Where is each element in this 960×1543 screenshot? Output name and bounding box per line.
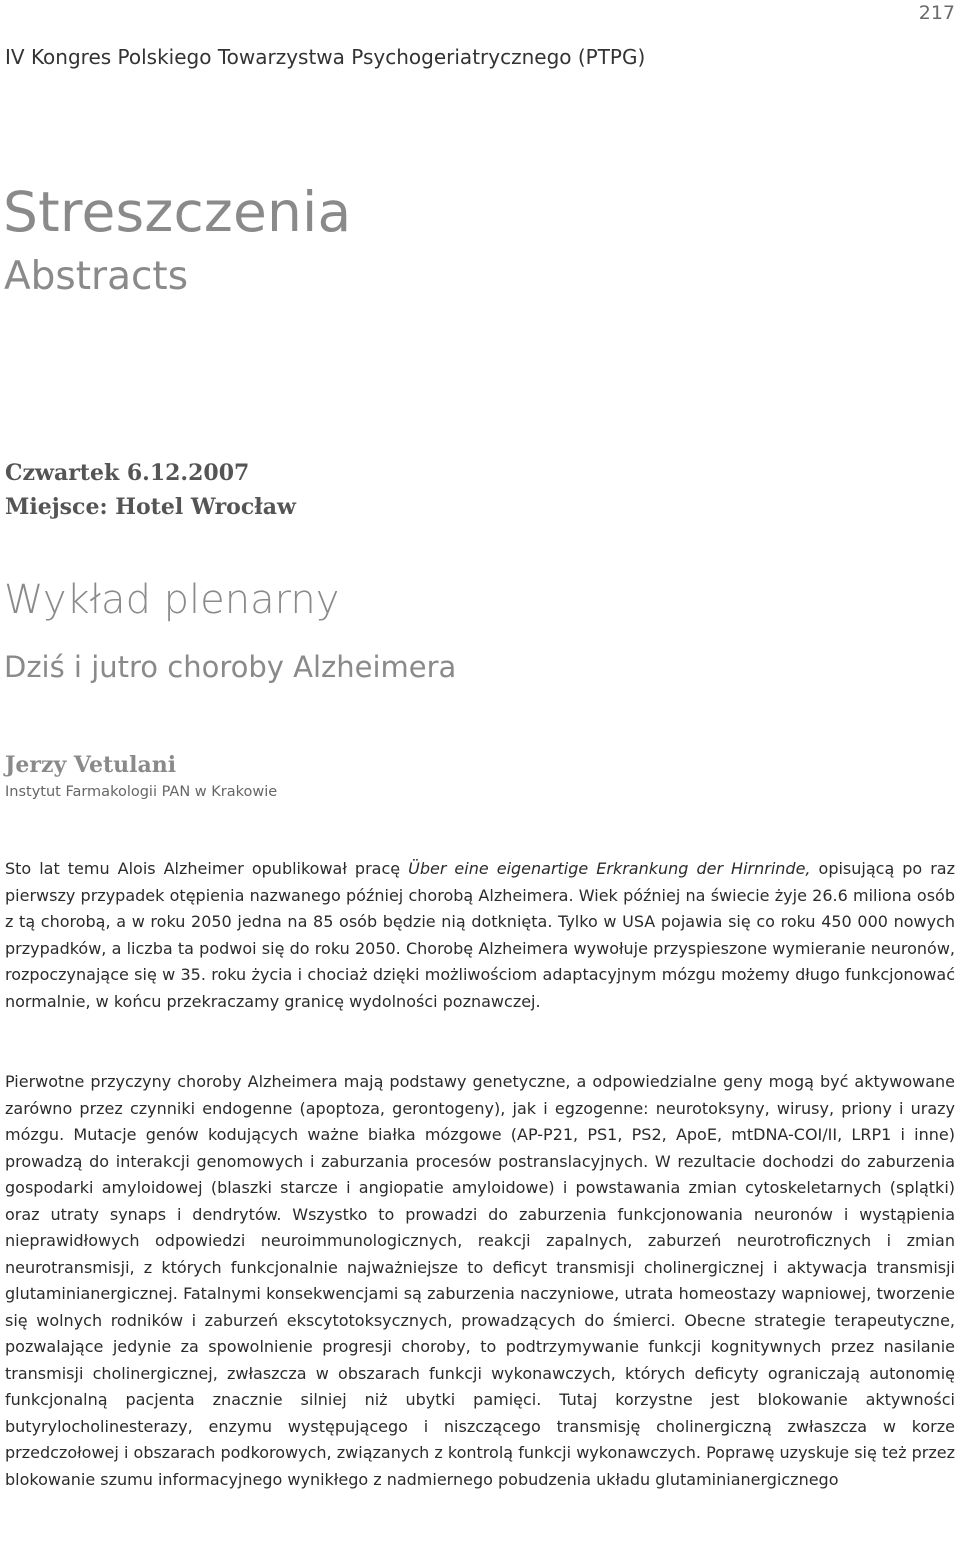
section-title: Streszczenia [3, 180, 352, 244]
lecture-type: Wykład plenarny [4, 577, 340, 623]
session-date: Czwartek 6.12.2007 [5, 460, 250, 486]
cited-work-title: Über eine eigenartige Erkrankung der Hirnrinde, [408, 859, 811, 878]
author-institution: Instytut Farmakologii PAN w Krakowie [5, 784, 278, 800]
abstract-paragraph-1 [5, 856, 955, 1015]
running-header: IV Kongres Polskiego Towarzystwa Psychogeriatrycznego (PTPG) [5, 45, 646, 69]
paragraph-text: Sto lat temu Alois Alzheimer opublikował pracę [5, 859, 409, 878]
session-venue: Miejsce: Hotel Wrocław [5, 494, 296, 520]
section-subtitle: Abstracts [4, 254, 189, 299]
lecture-title: Dziś i jutro choroby Alzheimera [4, 650, 457, 684]
abstract-paragraph-2: Pierwotne przyczyny choroby Alzheimera mają podstawy genetyczne, a odpowiedzialne geny mogą być aktywowane zarówno przez czynniki endogenne (apoptoza, gerontogeny), jak i egzogenne: neurotoksyny, wirusy, priony i urazy mózgu. Mutacje genów kodujących ważne białka mózgowe (AP-P21, PS1, PS2, ApoE, mtDNA-COI/II, LRP1 i inne) prowadzą do interakcji genomowych i zaburzania procesów postranslacyjnych. W rezultacie dochodzi do zaburzenia gospodarki amyloidowej (blaszki starcze i angiopatie amyloidowe) i powstawania zmian cytoskeletarnych (splątki) oraz utraty synaps i dendrytów. Wszystko to prowadzi do zaburzenia funkcjonowania neuronów i wystąpienia nieprawidłowych odpowiedzi neuroimmunologicznych, reakcji zapalnych, zaburzeń neurotroficznych i zmian neurotransmisji, z których funkcjonalnie najważniejsze to deficyt transmisji cholinergicznej i aktywacja transmisji glutaminianergicznej. Fatalnymi konsekwencjami są zaburzenia naczyniowe, utrata homeostazy wapniowej, tworzenie się wolnych rodników i zaburzeń ekscytotoksycznych, prowadzących do śmierci. Obecne strategie terapeutyczne, pozwalające jedynie za spowolnienie progresji choroby, to podtrzymywanie funkcji kognitywnych przez nasilanie transmisji cholinergicznej, zwłaszcza w obszarach funkcji wykonawczych, których deficyty ograniczają autonomię funkcjonalną pacjenta znacznie silniej niż ubytki pamięci. Tutaj korzystne jest blokowanie aktywności butyrylocholinesterazy, enzymu występującego i niszczącego transmisję cholinergiczną zwłaszcza w korze przedczołowej i obszarach podkorowych, związanych z kontrolą funkcji wykonawczych. Poprawę uzyskuje się też przez blokowanie szumu informacyjnego wynikłego z nadmiernego pobudzenia układu glutaminianergicznego [5, 1072, 955, 1489]
page-number: 217 [918, 2, 955, 24]
author-name: Jerzy Vetulani [5, 752, 177, 778]
paragraph-text: opisującą po raz pierwszy przypadek otępienia nazwanego później chorobą Alzheimera. Wiek później na świecie żyje 26.6 miliona osób z tą chorobą, a w roku 2050 jedna na 85 osób będzie nią dotknięta. Tylko w USA pojawia się co roku 450 000 nowych przypadków, a liczba ta podwoi się do roku 2050. Chorobę Alzheimera wywołuje przyspieszone wymieranie neuronów, rozpoczynające się w 35. roku życia i chociaż dzięki możliwościom adaptacyjnym mózgu możemy długo funkcjonować normalnie, w końcu przekraczamy granicę wydolności poznawczej. [5, 859, 956, 1011]
